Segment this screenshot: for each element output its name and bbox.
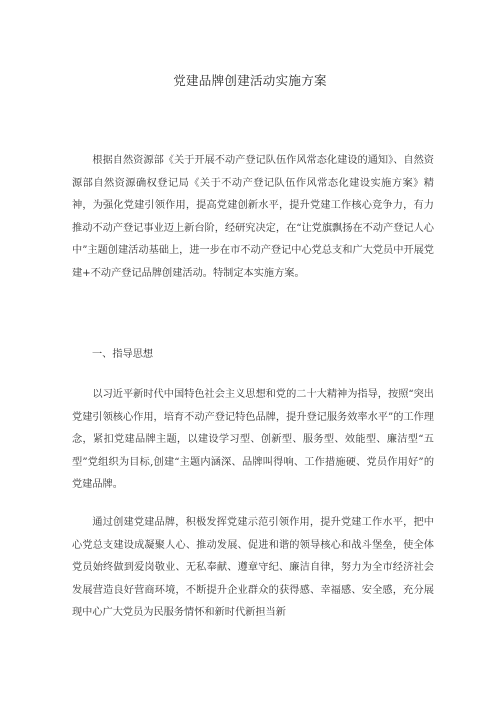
intro-paragraph [72,150,434,285]
paragraph-text: 以习近平新时代中国特色社会主义思想和党的二十大精神为指导，按照“突出党建引领核心作用，培育不动产登记特色品牌，提升登记服务效率水平”的工作理念，紧扣党建品牌主题，以建设学习型、创新型、服务型、效能型、廉洁型“五型”党组织为目标,创建“主题内涵深、品牌叫得响、工作措施硬、党员作用好”的党建品牌。 [72,389,434,490]
brand-goal-paragraph [72,512,434,625]
paragraph-text: 根据自然资源部《关于开展不动产登记队伍作风常态化建设的通知》、自然资源部自然资源确权登记局《关于不动产登记队伍作风常态化建设实施方案》精神，为强化党建引领作用，提高党建创新水平，提升党建工作核心竞争力，有力推动不动产登记事业迈上新台阶，经研究决定，在“让党旗飘扬在不动产登记人心中”主题创建活动基础上，进一步在市不动产登记中心党总支和广大党员中开展党建+不动产登记品牌创建活动。特制定本实施方案。 [72,155,434,279]
section-heading: 一、指导思想 [92,349,154,360]
paragraph-text: 通过创建党建品牌，积极发挥党建示范引领作用，提升党建工作水平，把中心党总支建设成凝聚人心、推动发展、促进和谐的领导核心和战斗堡垒，使全体党员始终做到爱岗敬业、无私奉献、遵章守纪、廉洁自律，努力为全市经济社会发展营造良好营商环境，不断提升企业群众的获得感、幸福感、安全感，充分展现中心广大党员为民服务情怀和新时代新担当新 [72,517,434,618]
guiding-ideology-paragraph [72,384,434,497]
document-title: 党建品牌创建活动实施方案 [173,73,327,88]
